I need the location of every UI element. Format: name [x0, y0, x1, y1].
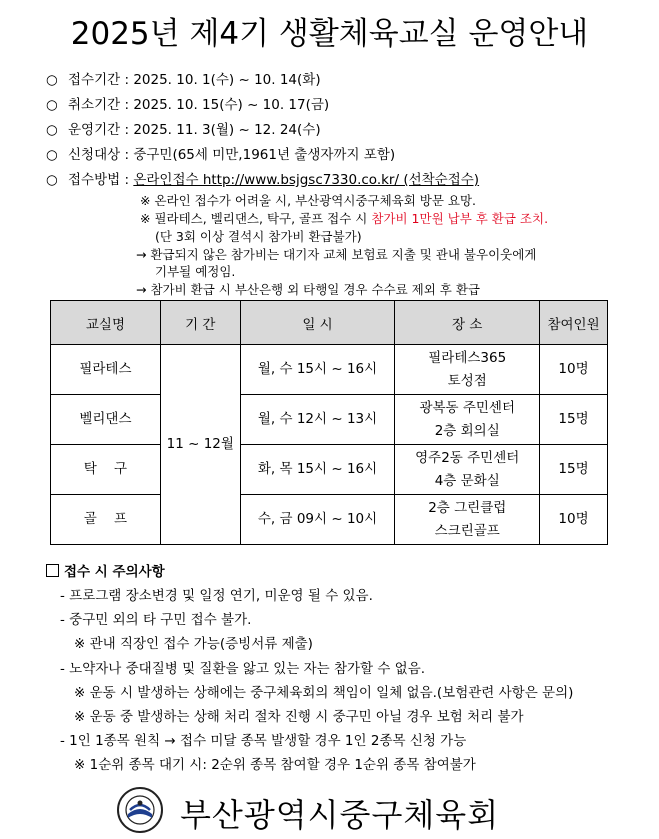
footer — [0, 778, 659, 838]
class-name: 필라테스 — [51, 345, 161, 395]
header-count: 참여인원 — [540, 301, 608, 345]
header-time: 일 시 — [240, 301, 395, 345]
schedule-table — [50, 300, 608, 545]
class-time: 월, 수 15시 ~ 16시 — [240, 345, 395, 395]
class-place: 영주2동 주민센터 4층 문화실 — [395, 445, 540, 495]
info-cancel-period: ○ 취소기간 : 2025. 10. 15(수) ~ 10. 17(금) — [46, 97, 330, 113]
note-absence: (단 3회 이상 결석시 참가비 환급불가) — [155, 229, 362, 244]
info-operation-period: ○ 운영기간 : 2025. 11. 3(월) ~ 12. 24(수) — [46, 122, 321, 138]
note-bank-fee: → 참가비 환급 시 부산은행 외 타행일 경우 수수료 제외 후 환급 — [136, 282, 480, 297]
class-name: 골 프 — [51, 495, 161, 545]
circle-bullet-icon: ○ — [46, 172, 58, 188]
circle-bullet-icon: ○ — [46, 72, 58, 88]
caution-line: - 1인 1종목 원칙 → 접수 미달 종목 발생할 경우 1인 2종목 신청 가능 — [60, 733, 467, 749]
caution-line: ※ 관내 직장인 접수 가능(증빙서류 제출) — [74, 636, 313, 652]
class-count: 15명 — [540, 395, 608, 445]
circle-bullet-icon: ○ — [46, 97, 58, 113]
note-unrefunded-cont: 기부될 예정임. — [155, 264, 236, 279]
info-method: ○ 접수방법 : 온라인접수 http://www.bsjgsc7330.co.kr/ (선착순접수) — [46, 172, 480, 188]
class-time: 화, 목 15시 ~ 16시 — [240, 445, 395, 495]
caution-line: ※ 운동 시 발생하는 상해에는 중구체육회의 책임이 일체 없음.(보험관련 사항은 문의) — [74, 685, 574, 701]
caution-line: - 노약자나 중대질병 및 질환을 앓고 있는 자는 참가할 수 없음. — [60, 661, 426, 677]
caution-line: ※ 운동 중 발생하는 상해 처리 절차 진행 시 중구민 아닐 경우 보험 처리 불가 — [74, 709, 524, 725]
period-cell: 11 ~ 12월 — [160, 345, 240, 545]
class-time: 월, 수 12시 ~ 13시 — [240, 395, 395, 445]
jung-gu-sports-council-logo-icon — [116, 786, 164, 834]
caution-line: - 프로그램 장소변경 및 일정 연기, 미운영 될 수 있음. — [60, 588, 373, 604]
signup-link[interactable]: 온라인접수 http://www.bsjgsc7330.co.kr/ (선착순접수) — [133, 172, 480, 188]
caution-line: ※ 1순위 종목 대기 시: 2순위 종목 참여할 경우 1순위 종목 참여불가 — [74, 757, 476, 773]
table-row — [51, 345, 608, 395]
table-header-row — [51, 301, 608, 345]
class-place: 필라테스365 토성점 — [395, 345, 540, 395]
caution-heading: 접수 시 주의사항 — [46, 560, 165, 580]
table-row — [51, 495, 608, 545]
class-name: 벨리댄스 — [51, 395, 161, 445]
circle-bullet-icon: ○ — [46, 122, 58, 138]
page-title: 2025년 제4기 생활체육교실 운영안내 — [70, 16, 589, 52]
checkbox-square-icon — [46, 564, 59, 577]
header-class: 교실명 — [51, 301, 161, 345]
class-count: 10명 — [540, 345, 608, 395]
org-name: 부산광역시중구체육회 — [180, 796, 500, 834]
note-fee-red: 참가비 1만원 납부 후 환급 조치. — [371, 211, 549, 226]
note-visit: ※ 온라인 접수가 어려울 시, 부산광역시중구체육회 방문 요망. — [140, 193, 477, 208]
header-period: 기 간 — [160, 301, 240, 345]
caution-line: - 중구민 외의 타 구민 접수 불가. — [60, 612, 252, 628]
class-place: 2층 그린클럽 스크린골프 — [395, 495, 540, 545]
note-fee: ※ 필라테스, 벨리댄스, 탁구, 골프 접수 시 참가비 1만원 납부 후 환급 조치. — [140, 211, 549, 226]
note-unrefunded: → 환급되지 않은 참가비는 대기자 교체 보험료 지출 및 관내 불우이웃에게 — [136, 247, 537, 262]
table-row — [51, 445, 608, 495]
table-row — [51, 395, 608, 445]
circle-bullet-icon: ○ — [46, 147, 58, 163]
info-reception-period: ○ 접수기간 : 2025. 10. 1(수) ~ 10. 14(화) — [46, 72, 321, 88]
class-place: 광복동 주민센터 2층 회의실 — [395, 395, 540, 445]
info-target: ○ 신청대상 : 중구민(65세 미만,1961년 출생자까지 포함) — [46, 147, 396, 163]
class-count: 15명 — [540, 445, 608, 495]
header-place: 장 소 — [395, 301, 540, 345]
class-count: 10명 — [540, 495, 608, 545]
class-time: 수, 금 09시 ~ 10시 — [240, 495, 395, 545]
class-name: 탁 구 — [51, 445, 161, 495]
